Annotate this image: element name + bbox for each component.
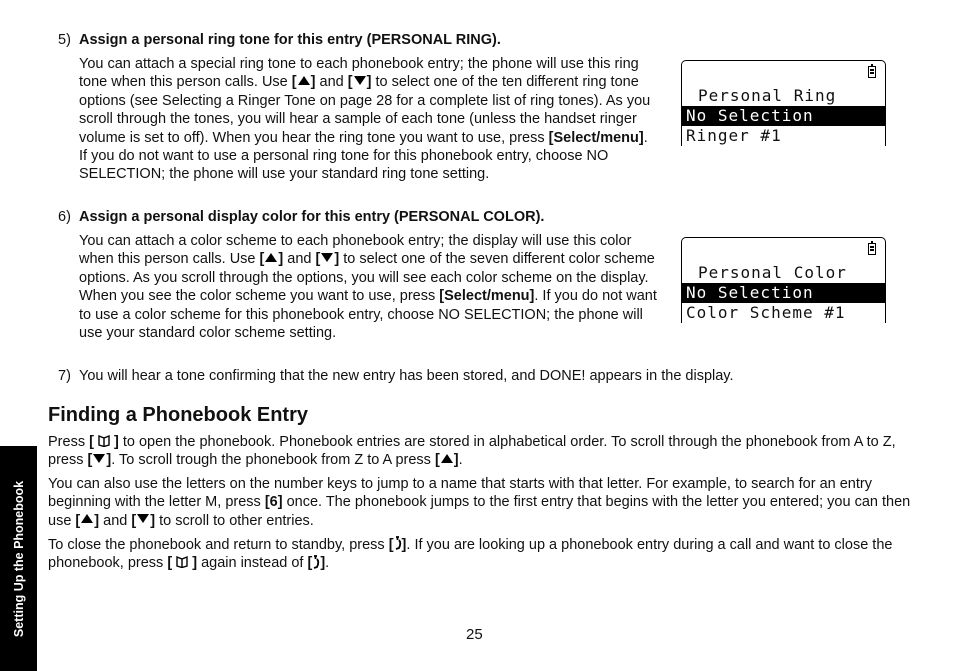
lcd-line3: Color Scheme #1	[686, 303, 846, 322]
side-tab-label: Setting Up the Phonebook	[11, 480, 26, 637]
down-key: [ ]	[347, 74, 372, 91]
battery-icon	[868, 243, 876, 255]
end-key: [ ]	[388, 537, 407, 553]
lcd-line2-selected: No Selection	[682, 283, 885, 303]
phonebook-icon	[176, 555, 188, 568]
lcd-line1: Personal Ring	[698, 86, 837, 105]
down-arrow-icon	[354, 76, 366, 85]
key-6: [6]	[264, 494, 283, 511]
side-tab	[0, 446, 37, 671]
down-key: [ ]	[131, 512, 156, 529]
page-number: 25	[466, 626, 483, 643]
step5-title: Assign a personal ring tone for this entry (PERSONAL RING).	[79, 32, 501, 48]
step7-number: 7)	[58, 368, 71, 384]
step6-number: 6)	[58, 209, 71, 225]
up-key: [ ]	[75, 512, 100, 529]
down-arrow-icon	[93, 454, 105, 463]
end-call-icon	[312, 555, 320, 569]
section-para3: To close the phonebook and return to standby, press [ ]. If you are looking up a phonebook entry during a call and want to close the phonebook, press [ ] again instead of [ ].	[48, 537, 893, 572]
up-arrow-icon	[441, 454, 453, 463]
select-menu-key: [Select/menu]	[439, 288, 535, 305]
step7-text: You will hear a tone confirming that the new entry has been stored, and DONE! appears in the display.	[79, 368, 734, 384]
lcd-line2-selected: No Selection	[682, 106, 885, 126]
lcd-line1: Personal Color	[698, 263, 847, 282]
select-menu-key: [Select/menu]	[548, 129, 644, 146]
up-key: [ ]	[291, 74, 316, 91]
phonebook-key: [ ]	[167, 555, 198, 572]
down-arrow-icon	[321, 253, 333, 262]
lcd-line3: Ringer #1	[686, 126, 782, 145]
step5-body: You can attach a special ring tone to each phonebook entry; the phone will use this ring tone when this person calls. Use [ ] and [ ] to select one of the ten different ring tone options (see Selecting a Ringer Tone on page 28 for a complete list of ring tones). As you scroll through the tones, you will hear a sample of each tone (unless the handset ringer volume is set to off). When you hear the ring tone you want to use, press [Select/menu]. If you do not want to use a personal ring tone for this phonebook entry, choose NO SELECTION; the phone will use your standard ring tone setting.	[79, 56, 651, 183]
up-arrow-icon	[265, 253, 277, 262]
step6-title: Assign a personal display color for this entry (PERSONAL COLOR).	[79, 209, 545, 225]
down-arrow-icon	[137, 514, 149, 523]
step6-body: You can attach a color scheme to each phonebook entry; the display will use this color when this person calls. Use [ ] and [ ] to select one of the seven different color scheme options. As you scroll through the options, you will see each color scheme on the display. When you see the color scheme you want to use, press [Select/menu]. If you do not want to use a color scheme for this phonebook entry, choose NO SELECTION; the phone will use your standard color scheme setting.	[79, 233, 657, 342]
battery-icon	[868, 66, 876, 78]
down-key: [ ]	[315, 251, 340, 268]
up-arrow-icon	[298, 76, 310, 85]
lcd-personal-color	[681, 237, 886, 323]
step5-number: 5)	[58, 32, 71, 48]
down-key: [ ]	[87, 452, 112, 469]
section-para2: You can also use the letters on the number keys to jump to a name that starts with that letter. For example, to search for an entry beginning with the letter M, press [6] once. The phonebook jumps to the first entry that begins with the letter you entered; you can then use [ ] and [ ] to scroll to other entries.	[48, 476, 911, 529]
phonebook-icon	[98, 434, 110, 447]
section-para1: Press [ ] to open the phonebook. Phonebook entries are stored in alphabetical order. To scroll through the phonebook from A to Z, press [ ]. To scroll trough the phonebook from Z to A press [ ].	[48, 434, 896, 469]
end-call-icon	[394, 536, 402, 550]
up-arrow-icon	[81, 514, 93, 523]
phonebook-key: [ ]	[89, 434, 119, 450]
section-heading: Finding a Phonebook Entry	[48, 404, 308, 426]
up-key: [ ]	[259, 251, 284, 268]
up-key: [ ]	[434, 452, 459, 469]
end-key: [ ]	[307, 555, 326, 572]
lcd-personal-ring	[681, 60, 886, 146]
